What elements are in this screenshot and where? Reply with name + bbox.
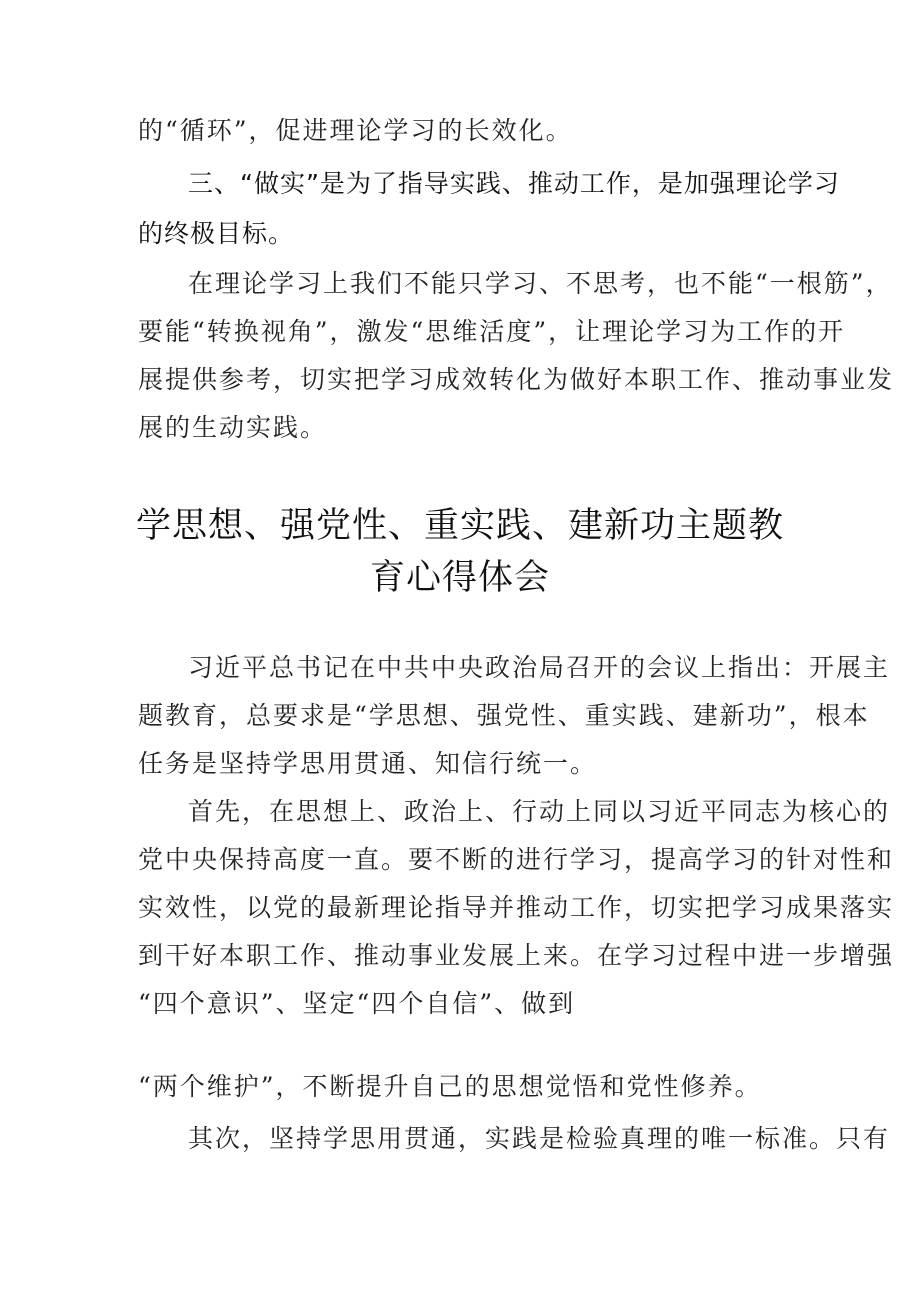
paragraph-line: 展的生动实践。	[138, 413, 328, 442]
article-title-line-1: 学思想、强党性、重实践、建新功主题教	[135, 506, 784, 546]
paragraph-line: 首先，在思想上、政治上、行动上同以习近平同志为核心的	[188, 797, 891, 826]
paragraph-line: 党中央保持高度一直。要不断的进行学习，提高学习的针对性和	[138, 845, 895, 874]
article-title-line-2: 育心得体会	[369, 558, 550, 598]
paragraph-line: 题教育，总要求是“学思想、强党性、重实践、建新功”，根本	[138, 701, 870, 730]
paragraph-line: 实效性，以党的最新理论指导并推动工作，切实把学习成果落实	[138, 893, 895, 922]
paragraph-line: 习近平总书记在中共中央政治局召开的会议上指出：开展主	[188, 653, 891, 682]
paragraph-line: 在理论学习上我们不能只学习、不思考，也不能“一根筋”，	[188, 269, 893, 298]
paragraph-line: 展提供参考，切实把学习成效转化为做好本职工作、推动事业发	[138, 365, 895, 394]
paragraph-line: 到干好本职工作、推动事业发展上来。在学习过程中进一步增强	[138, 941, 895, 970]
paragraph-line: 其次，坚持学思用贯通，实践是检验真理的唯一标准。只有	[188, 1124, 891, 1153]
paragraph-line: 要能“转换视角”，激发“思维活度”，让理论学习为工作的开	[138, 317, 846, 346]
paragraph-line: “四个意识”、坚定“四个自信”、做到	[138, 989, 576, 1018]
paragraph-continuation: 的“循环”，促进理论学习的长效化。	[138, 116, 573, 145]
paragraph-line: 任务是坚持学思用贯通、知信行统一。	[138, 749, 598, 778]
paragraph-line: “两个维护”，不断提升自己的思想觉悟和党性修养。	[138, 1072, 762, 1101]
section-heading-line-1: 三、“做实”是为了指导实践、推动工作，是加强理论学习	[188, 169, 840, 198]
section-heading-line-2: 的终极目标。	[138, 219, 295, 248]
